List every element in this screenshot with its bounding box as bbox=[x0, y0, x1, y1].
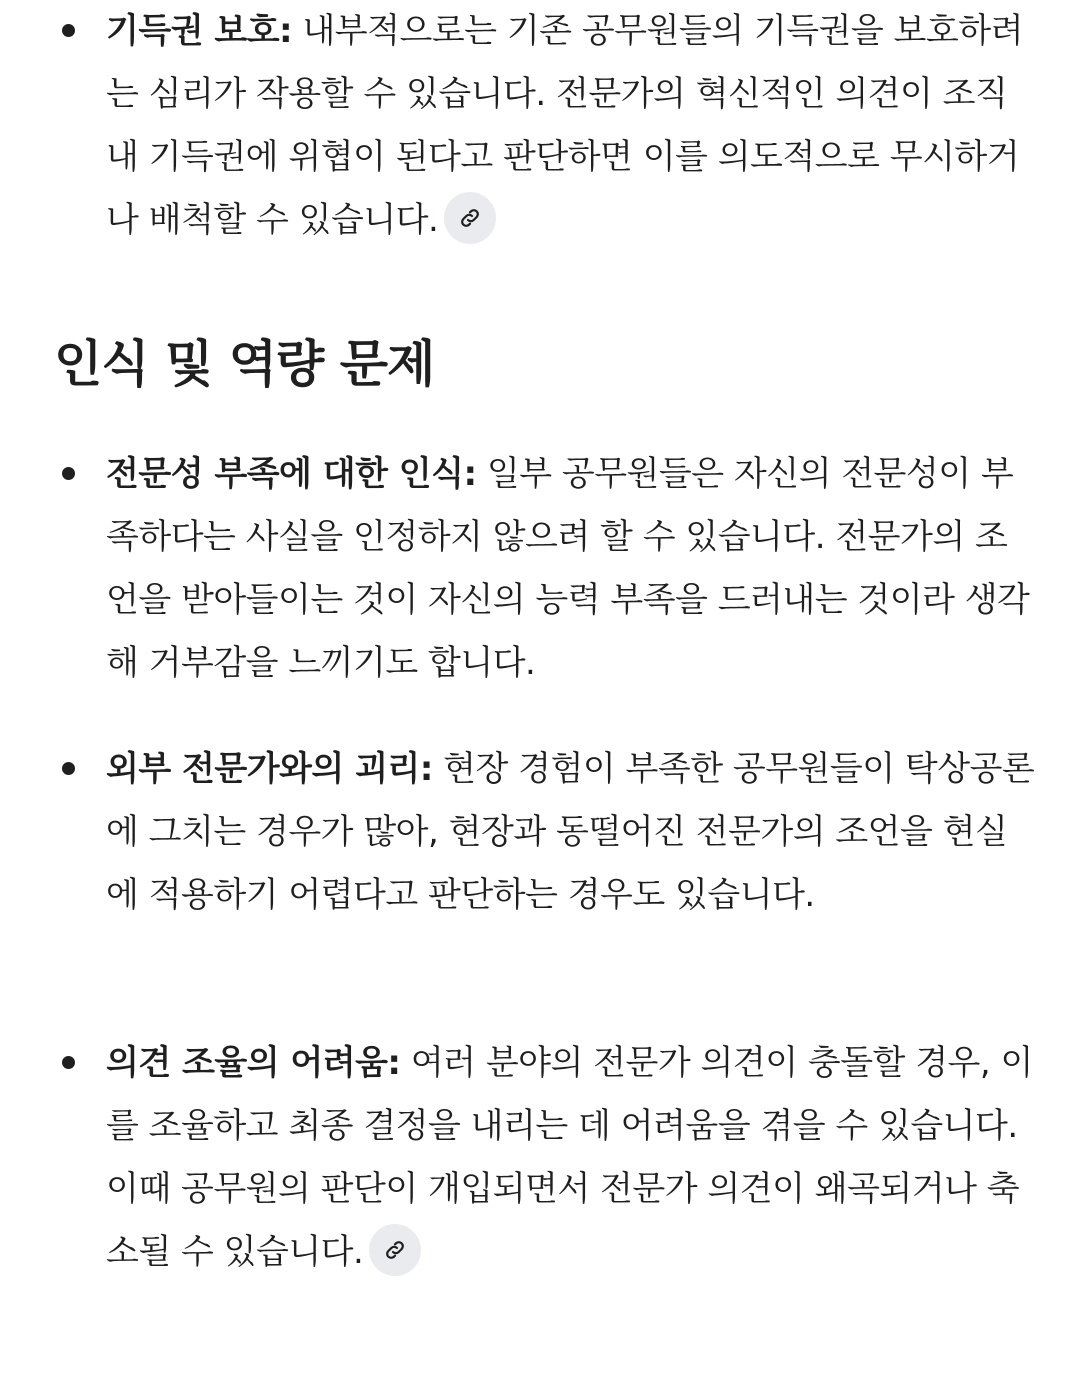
awareness-list-3 bbox=[0, 1032, 1080, 1284]
list-item bbox=[0, 738, 1080, 927]
source-link-button[interactable] bbox=[444, 192, 496, 244]
link-icon bbox=[458, 206, 482, 230]
item-term: 기득권 보호: bbox=[106, 11, 293, 51]
awareness-list-2 bbox=[0, 738, 1080, 927]
list-item bbox=[0, 1032, 1080, 1284]
item-term: 외부 전문가와의 괴리: bbox=[106, 749, 433, 789]
source-link-button[interactable] bbox=[369, 1224, 421, 1276]
bullet-icon bbox=[62, 467, 75, 480]
section-heading: 인식 및 역량 문제 bbox=[54, 335, 435, 393]
bullet-icon bbox=[62, 762, 75, 775]
item-term: 전문성 부족에 대한 인식: bbox=[106, 454, 477, 494]
item-text: 일부 공무원들은 자신의 전문성이 부족하다는 사실을 인정하지 않으려 할 수 있습니다. 전문가의 조언을 받아들이는 것이 자신의 능력 부족을 드러내는 것이라 생각해 거부감을 느끼기도 합니다. bbox=[106, 454, 1030, 683]
awareness-list-1 bbox=[0, 443, 1080, 695]
vested-interest-list bbox=[0, 0, 1080, 252]
item-text: 현장 경험이 부족한 공무원들이 탁상공론에 그치는 경우가 많아, 현장과 동떨어진 전문가의 조언을 현실에 적용하기 어렵다고 판단하는 경우도 있습니다. bbox=[106, 749, 1035, 915]
list-item bbox=[0, 0, 1080, 252]
item-term: 의견 조율의 어려움: bbox=[106, 1043, 401, 1083]
bullet-icon bbox=[62, 1056, 75, 1069]
bullet-icon bbox=[62, 24, 75, 37]
item-text: 내부적으로는 기존 공무원들의 기득권을 보호하려는 심리가 작용할 수 있습니다. 전문가의 혁신적인 의견이 조직 내 기득권에 위협이 된다고 판단하면 이를 의도적으로 무시하거나 배척할 수 있습니다. bbox=[106, 11, 1023, 240]
list-item bbox=[0, 443, 1080, 695]
item-text: 여러 분야의 전문가 의견이 충돌할 경우, 이를 조율하고 최종 결정을 내리는 데 어려움을 겪을 수 있습니다. 이때 공무원의 판단이 개입되면서 전문가 의견이 왜곡되거나 축소될 수 있습니다. bbox=[106, 1043, 1033, 1272]
link-icon bbox=[383, 1238, 407, 1262]
